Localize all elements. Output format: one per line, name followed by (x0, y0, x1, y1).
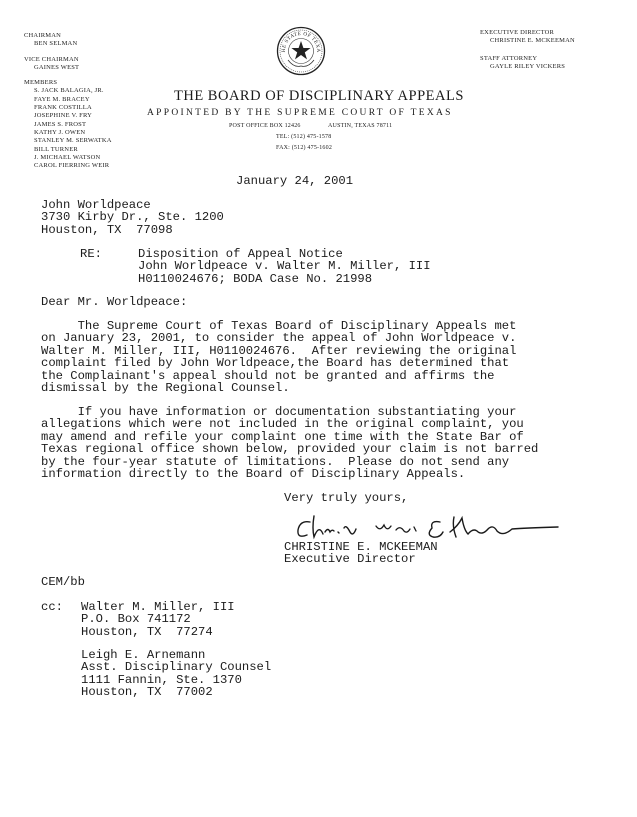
officer-name: GAINES WEST (34, 63, 80, 71)
member-name: KATHY J. OWEN (34, 128, 86, 136)
member-name: FRANK COSTILLA (34, 104, 92, 112)
officer-title: VICE CHAIRMAN (24, 55, 79, 63)
member-name: STANLEY M. SERWATKA (34, 137, 112, 145)
letter-date: January 24, 2001 (236, 174, 354, 188)
paragraph-line: complaint filed by John Worldpeace,the Board has determined that (41, 356, 510, 371)
officer-name: BEN SELMAN (34, 40, 78, 48)
member-name: CAROL FIERRING WEIR (34, 162, 110, 170)
officer-title: CHAIRMAN (24, 32, 61, 39)
cc-line: Houston, TX 77002 (81, 685, 213, 700)
member-name: JOSEPHINE V. FRY (34, 112, 93, 120)
re-line: H0110024676; BODA Case No. 21998 (138, 271, 373, 286)
recipient-line: Houston, TX 77098 (41, 222, 173, 237)
staff-block (480, 29, 575, 71)
staff-attorney-name: GAYLE RILEY VICKERS (490, 62, 566, 70)
staff-attorney-title: STAFF ATTORNEY (480, 54, 538, 62)
cc-line: 1111 Fannin, Ste. 1370 (81, 672, 242, 687)
signer-title: Executive Director (284, 552, 416, 566)
salutation: Dear Mr. Worldpeace: (41, 295, 188, 309)
cc-line: Leigh E. Arnemann (81, 648, 206, 662)
re-line: John Worldpeace v. Walter M. Miller, III (138, 259, 431, 274)
member-name: FAYE M. BRACEY (34, 95, 90, 103)
member-name: S. JACK BALAGIA, JR. (34, 87, 104, 95)
signer-name: CHRISTINE E. MCKEEMAN (284, 540, 438, 554)
recipient-line: John Worldpeace (41, 198, 151, 212)
officers-block (24, 32, 112, 170)
telephone: TEL: (512) 475-1578 (276, 134, 332, 140)
paragraph-line: information directly to the Board of Disciplinary Appeals. (41, 467, 466, 482)
paragraph-line: Walter M. Miller, III, H0110024676. After reviewing the original (41, 343, 517, 358)
po-box: POST OFFICE BOX 12426 (229, 123, 301, 129)
paragraph-1 (41, 320, 516, 394)
executive-director-title: EXECUTIVE DIRECTOR (480, 29, 555, 36)
cc-line: Walter M. Miller, III (81, 600, 235, 614)
executive-director-name: CHRISTINE E. MCKEEMAN (490, 37, 575, 45)
paragraph-line: allegations which were not included in the original complaint, you (41, 417, 524, 432)
paragraph-line: the Complainant's appeal should not be granted and affirms the (41, 368, 495, 383)
members-heading: MEMBERS (24, 79, 58, 87)
closing: Very truly yours, (284, 491, 409, 505)
texas-seal-icon (276, 26, 326, 76)
member-name: JAMES S. FROST (34, 120, 87, 128)
cc-line: Asst. Disciplinary Counsel (81, 660, 272, 675)
re-label: RE: (80, 247, 102, 261)
cc-recipient-2 (81, 649, 271, 699)
paragraph-line: dismissal by the Regional Counsel. (41, 381, 290, 396)
cc-line: P.O. Box 741172 (81, 612, 191, 627)
paragraph-2 (41, 406, 538, 480)
paragraph-line: on January 23, 2001, to consider the appeal of John Worldpeace v. (41, 331, 517, 346)
appointed-by: APPOINTED BY THE SUPREME COURT OF TEXAS (147, 108, 453, 118)
member-name: J. MICHAEL WATSON (34, 153, 101, 161)
paragraph-line: If you have information or documentation substantiating your (41, 405, 517, 419)
re-subject (138, 248, 431, 285)
recipient-line: 3730 Kirby Dr., Ste. 1200 (41, 210, 224, 225)
signature-icon (292, 510, 560, 544)
re-line: Disposition of Appeal Notice (138, 247, 343, 261)
cc-line: Houston, TX 77274 (81, 624, 213, 639)
member-name: BILL TURNER (34, 145, 78, 153)
seal-text: HE STATE OF TEXA (280, 30, 322, 53)
typist-initials: CEM/bb (41, 575, 85, 589)
board-name: THE BOARD OF DISCIPLINARY APPEALS (174, 88, 464, 104)
cc-label: cc: (41, 600, 63, 614)
paragraph-line: may amend and refile your complaint one time with the State Bar of (41, 429, 524, 444)
paragraph-line: Texas regional office shown below, provided your claim is not barred (41, 442, 539, 457)
paragraph-line: The Supreme Court of Texas Board of Disciplinary Appeals met (41, 319, 517, 333)
city: AUSTIN, TEXAS 78711 (328, 123, 393, 129)
cc-recipient-1 (81, 601, 235, 638)
fax: FAX: (512) 475-1602 (276, 145, 333, 151)
recipient-address (41, 199, 224, 236)
paragraph-line: by the four-year statute of limitations. Please do not send any (41, 454, 510, 469)
